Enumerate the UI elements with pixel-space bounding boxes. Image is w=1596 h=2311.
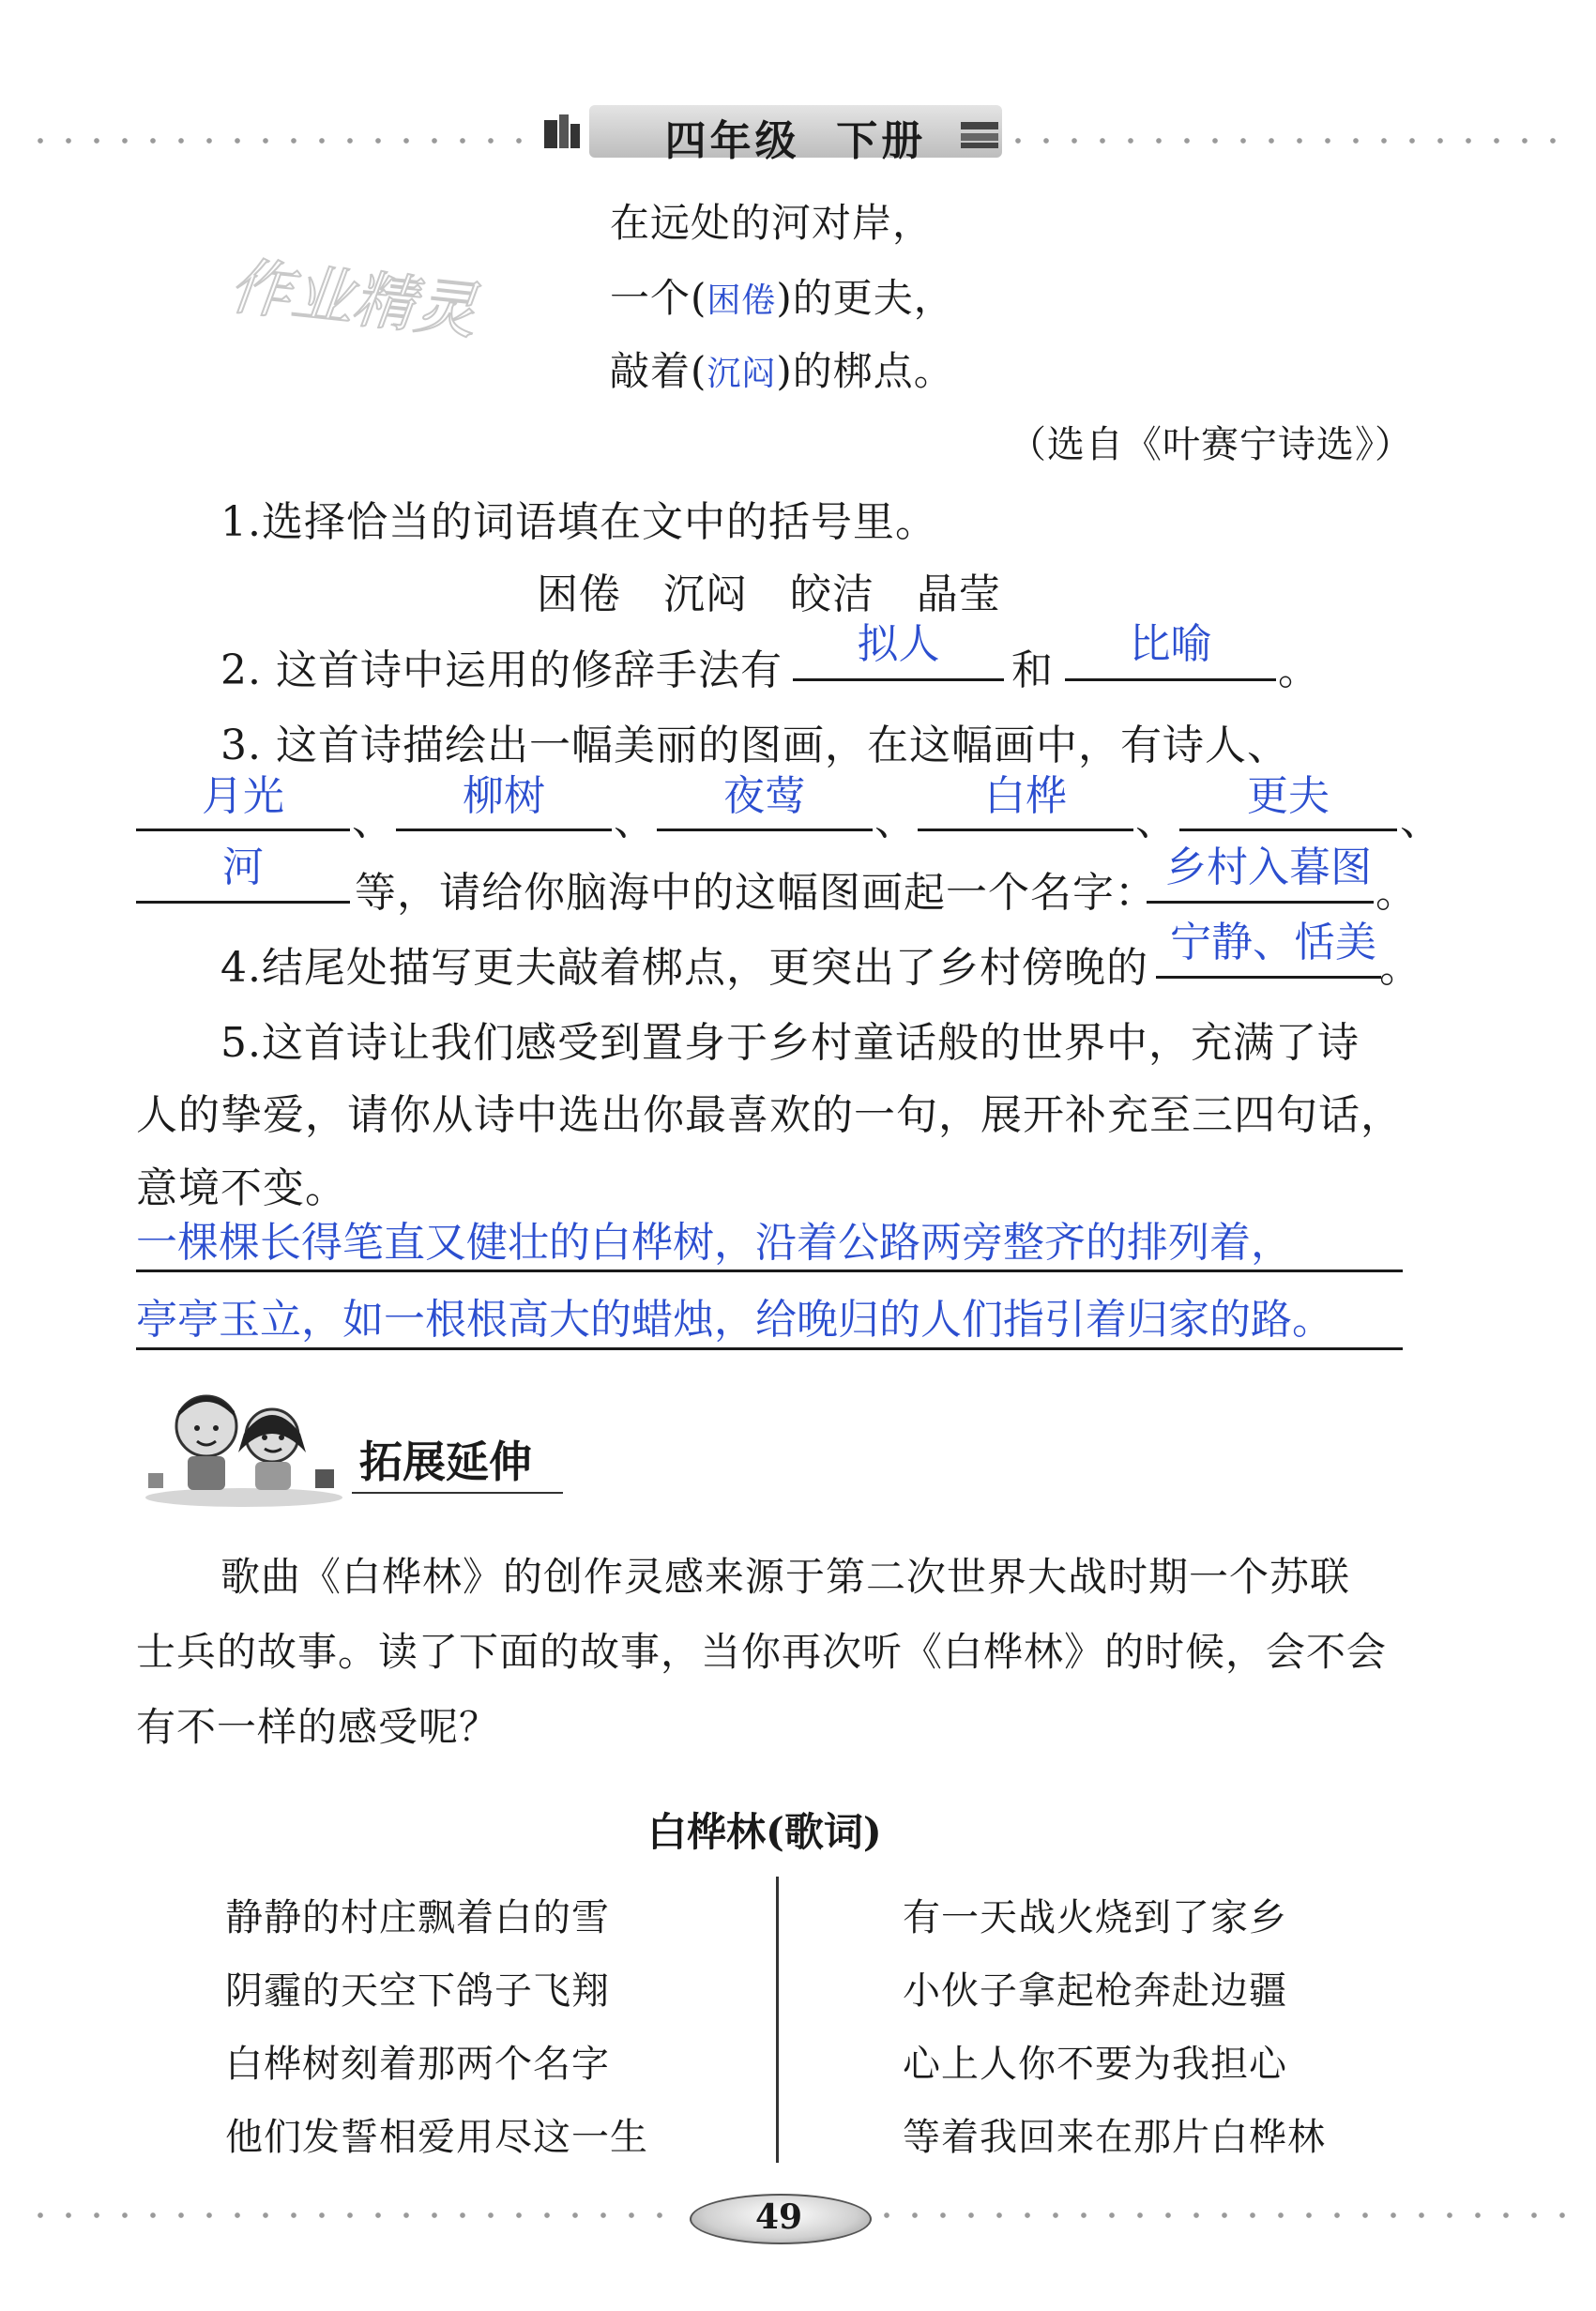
- poem-line-3-pre: 敲着(: [610, 348, 707, 394]
- q5-line-3: 意境不变。: [136, 1164, 347, 1212]
- q3-sep-5: 、: [1400, 797, 1442, 844]
- q3-line-1: 3. 这首诗描绘出一幅美丽的图画，在这幅画中，有诗人、: [220, 722, 1289, 769]
- q4-post: 。: [1379, 944, 1421, 992]
- q3-sep-3: 、: [874, 797, 917, 844]
- kids-illustration: [141, 1387, 357, 1509]
- lyric-right-3: 心上人你不要为我担心: [903, 2043, 1287, 2086]
- q3-answer-5: 更夫: [1247, 772, 1330, 820]
- lyric-left-2: 阴霾的天空下鸽子飞翔: [225, 1969, 610, 2013]
- poem-line-3-fill: 沉闷: [707, 355, 777, 393]
- poem-line-2: [610, 267, 954, 324]
- extension-paragraph-line-2: 士兵的故事。读了下面的故事，当你再次听《白桦林》的时候，会不会: [136, 1629, 1388, 1675]
- poem-line-3-post: )的梆点。: [776, 348, 954, 394]
- q5-line-1: 5.这首诗让我们感受到置身于乡村童话般的世界中，充满了诗: [220, 1019, 1360, 1067]
- q1-word-bank: 困倦 沉闷 皎洁 晶莹: [537, 570, 1001, 618]
- q3-post: 等，请给你脑海中的这幅图画起一个名字：: [355, 869, 1157, 917]
- watermark: 作业精灵: [226, 250, 480, 348]
- q5-answer-2: 亭亭玉立，如一根根高大的蜡烛，给晚归的人们指引着归家的路。: [136, 1296, 1333, 1344]
- book-icon-left: [542, 111, 582, 152]
- q2-post: 。: [1278, 646, 1320, 694]
- lyric-left-3: 白桦树刻着那两个名字: [225, 2043, 610, 2086]
- q3-sep-1: 、: [352, 797, 394, 844]
- q3-answer-2: 柳树: [463, 772, 545, 820]
- lyric-right-4: 等着我回来在那片白桦林: [903, 2116, 1326, 2159]
- q3-answer-1: 月光: [202, 772, 284, 820]
- extension-heading: 拓展延伸: [359, 1437, 532, 1487]
- header-dots-left: [26, 138, 533, 144]
- footer-dots-right: [873, 2212, 1567, 2218]
- poem-source: （选自《叶赛宁诗选》）: [1009, 423, 1413, 466]
- lyric-right-1: 有一天战火烧到了家乡: [903, 1896, 1287, 1939]
- footer-dots-left: [26, 2212, 683, 2218]
- poem-line-2-pre: 一个(: [610, 275, 707, 321]
- q4-pre: 4.结尾处描写更夫敲着梆点，更突出了乡村傍晚的: [220, 944, 1148, 992]
- extension-heading-rule: [352, 1492, 563, 1494]
- header-title: 四年级 下册: [664, 117, 927, 165]
- q3-answer-6: 河: [222, 844, 264, 891]
- extension-paragraph-line-3: 有不一样的感受呢？: [136, 1704, 500, 1750]
- page-number: 49: [754, 2197, 803, 2237]
- q5-line-2: 人的挚爱，请你从诗中选出你最喜欢的一句，展开补充至三四句话，: [136, 1091, 1403, 1139]
- q2-answer-2: 比喻: [1129, 620, 1212, 668]
- q3-sep-4: 、: [1135, 797, 1178, 844]
- poem-line-2-fill: 困倦: [707, 281, 777, 320]
- q2-pre: 2. 这首诗中运用的修辞手法有: [220, 646, 783, 694]
- q2-mid: 和: [1011, 646, 1054, 694]
- extension-paragraph-line-1: 歌曲《白桦林》的创作灵感来源于第二次世界大战时期一个苏联: [220, 1554, 1351, 1600]
- q1-text: 1.选择恰当的词语填在文中的括号里。: [220, 498, 937, 546]
- lyric-right-2: 小伙子拿起枪奔赴边疆: [903, 1969, 1287, 2013]
- header-dots-right: [1004, 138, 1567, 144]
- q4-answer: 宁静、恬美: [1170, 919, 1376, 966]
- poem-line-1: 在远处的河对岸，: [610, 200, 934, 246]
- lyric-left-4: 他们发誓相爱用尽这一生: [225, 2116, 648, 2159]
- q2-answer-1: 拟人: [857, 620, 940, 668]
- q3-answer-4: 白桦: [984, 772, 1067, 820]
- lyric-left-1: 静静的村庄飘着白的雪: [225, 1896, 610, 1939]
- song-title: 白桦林(歌词): [647, 1809, 882, 1855]
- q3-sep-2: 、: [614, 797, 656, 844]
- lyrics-divider: [776, 1877, 779, 2163]
- book-icon-right: [957, 114, 1002, 152]
- poem-line-2-post: )的更夫，: [776, 275, 954, 321]
- q3-end: 。: [1376, 869, 1418, 917]
- poem-line-3: [610, 341, 954, 397]
- q3-title-answer: 乡村入暮图: [1165, 844, 1372, 891]
- q5-answer-1: 一棵棵长得笔直又健壮的白桦树，沿着公路两旁整齐的排列着，: [136, 1219, 1292, 1267]
- q3-answer-3: 夜莺: [723, 772, 806, 820]
